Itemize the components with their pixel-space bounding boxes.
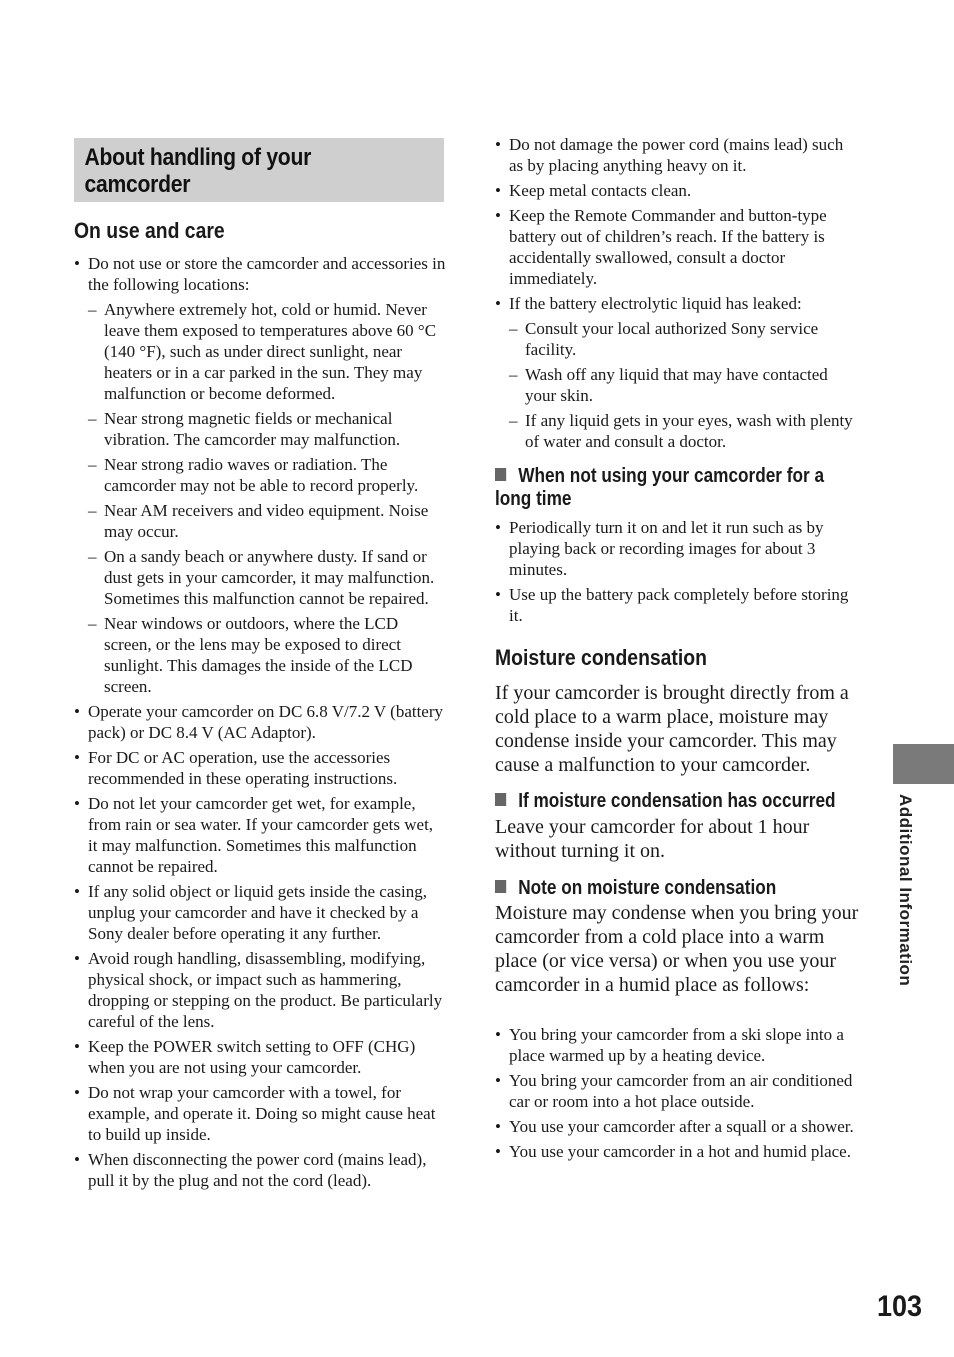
list-item-text: If the battery electrolytic liquid has leaked: <box>509 294 802 313</box>
list-item: • When disconnecting the power cord (mains lead), pull it by the plug and not the cord (lead). <box>74 1149 446 1191</box>
occurred-text: Leave your camcorder for about 1 hour without turning it on. <box>495 816 810 862</box>
heading-occurred <box>495 790 873 813</box>
heading-use-and-care: On use and care <box>74 218 225 243</box>
list-item <box>495 293 860 452</box>
care-list-continued <box>495 134 860 456</box>
sublist-item: – Wash off any liquid that may have contacted your skin. <box>509 364 860 406</box>
list-item: • Do not damage the power cord (mains lead) such as by placing anything heavy on it. <box>495 134 860 176</box>
leak-sublist <box>509 318 860 452</box>
sublist-item: – Near strong radio waves or radiation. The camcorder may not be able to record properly. <box>88 454 446 496</box>
list-item: • Do not let your camcorder get wet, for example, from rain or sea water. If your camcorder gets wet, it may malfunction. Sometimes this malfunction cannot be repaired. <box>74 793 446 877</box>
heading-moisture: Moisture condensation <box>495 645 707 670</box>
list-item: • Keep the POWER switch setting to OFF (CHG) when you are not using your camcorder. <box>74 1036 446 1078</box>
section-title: About handling of your camcorder <box>84 144 312 198</box>
heading-note-text: Note on moisture condensation <box>518 877 777 899</box>
sublist-item: – If any liquid gets in your eyes, wash with plenty of water and consult a doctor. <box>509 410 860 452</box>
list-item: • You use your camcorder in a hot and humid place. <box>495 1141 867 1162</box>
side-tab-label: Additional Information <box>896 794 915 987</box>
page-number: 103 <box>876 1290 922 1323</box>
sublist-item: – Near strong magnetic fields or mechanical vibration. The camcorder may malfunction. <box>88 408 446 450</box>
square-bullet-icon <box>495 468 506 481</box>
heading-not-using <box>495 465 856 511</box>
note-list <box>495 1024 867 1166</box>
square-bullet-icon <box>495 793 506 806</box>
list-item: • Do not wrap your camcorder with a towel, for example, and operate it. Doing so might cause heat to build up inside. <box>74 1082 446 1145</box>
use-and-care-list <box>74 253 446 1195</box>
sublist-item: – On a sandy beach or anywhere dusty. If sand or dust gets in your camcorder, it may malfunction. Sometimes this malfunction cannot be repaired. <box>88 546 446 609</box>
locations-sublist <box>88 299 446 697</box>
list-item: • You bring your camcorder from a ski slope into a place warmed up by a heating device. <box>495 1024 867 1066</box>
sublist-item: – Anywhere extremely hot, cold or humid. Never leave them exposed to temperatures above 60 °C (140 °F), such as under direct sunlight, near heaters or in a car parked in the sun. They may malfunction or become deformed. <box>88 299 446 404</box>
list-item-text: Do not use or store the camcorder and accessories in the following locations: <box>88 254 446 294</box>
heading-occurred-text: If moisture condensation has occurred <box>518 790 836 812</box>
heading-not-using-text: When not using your camcorder for a long time <box>495 465 825 510</box>
heading-note <box>495 877 856 900</box>
section-title-box <box>74 138 444 202</box>
note-text: Moisture may condense when you bring your camcorder from a cold place into a warm place (or vice versa) or when you use your camcorder in a humid place as follows: <box>495 902 859 996</box>
moisture-intro: If your camcorder is brought directly from a cold place to a warm place, moisture may condense inside your camcorder. This may cause a malfunction to your camcorder. <box>495 682 849 776</box>
sublist-item: – Near AM receivers and video equipment. Noise may occur. <box>88 500 446 542</box>
list-item: • Avoid rough handling, disassembling, modifying, physical shock, or impact such as hammering, dropping or stepping on the product. Be particularly careful of the lens. <box>74 948 446 1032</box>
list-item: • Keep metal contacts clean. <box>495 180 860 201</box>
list-item: • Use up the battery pack completely before storing it. <box>495 584 860 626</box>
not-using-list <box>495 517 860 630</box>
side-tab-marker <box>893 744 954 784</box>
sublist-item: – Consult your local authorized Sony service facility. <box>509 318 860 360</box>
list-item: • For DC or AC operation, use the accessories recommended in these operating instructions. <box>74 747 446 789</box>
list-item: • Operate your camcorder on DC 6.8 V/7.2 V (battery pack) or DC 8.4 V (AC Adaptor). <box>74 701 446 743</box>
list-item: • If any solid object or liquid gets inside the casing, unplug your camcorder and have it checked by a Sony dealer before operating it any further. <box>74 881 446 944</box>
square-bullet-icon <box>495 880 506 893</box>
list-item: • Periodically turn it on and let it run such as by playing back or recording images for about 3 minutes. <box>495 517 860 580</box>
list-item <box>74 253 446 697</box>
list-item: • You use your camcorder after a squall or a shower. <box>495 1116 867 1137</box>
list-item: • You bring your camcorder from an air conditioned car or room into a hot place outside. <box>495 1070 867 1112</box>
sublist-item: – Near windows or outdoors, where the LCD screen, or the lens may be exposed to direct sunlight. This damages the inside of the LCD screen. <box>88 613 446 697</box>
list-item: • Keep the Remote Commander and button-type battery out of children’s reach. If the battery is accidentally swallowed, consult a doctor immediately. <box>495 205 860 289</box>
